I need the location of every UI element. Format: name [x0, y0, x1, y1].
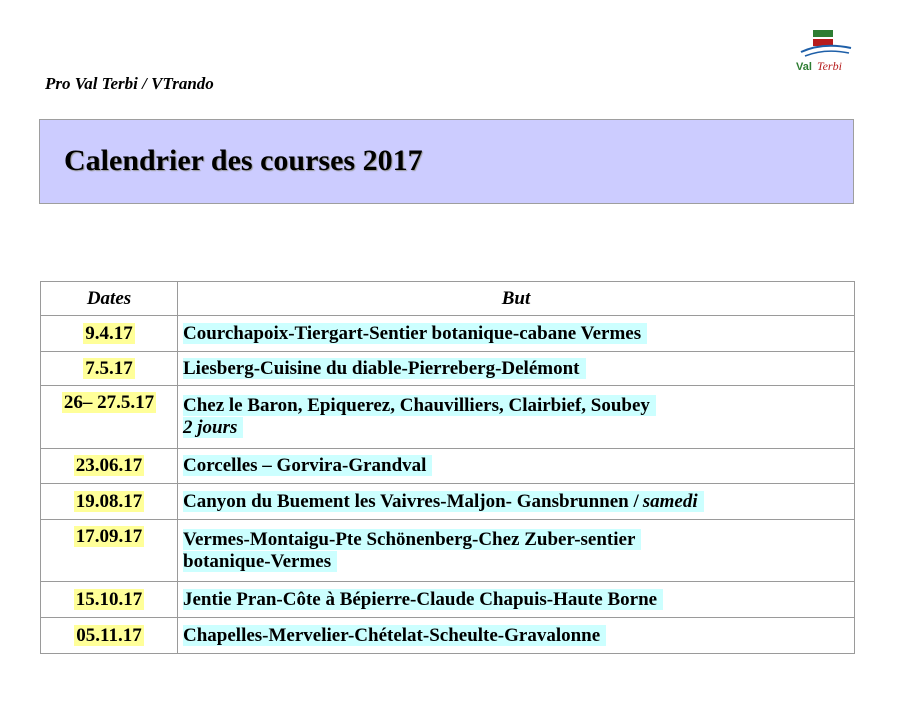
- but-text: Vermes-Montaigu-Pte Schönenberg-Chez Zuber-sentier: [183, 529, 641, 550]
- but-cell: [178, 582, 855, 618]
- but-cell: [178, 449, 855, 484]
- but-line: [183, 529, 854, 551]
- but-line: [183, 455, 854, 477]
- val-terbi-logo: [793, 22, 857, 74]
- header-but: But: [178, 282, 855, 316]
- date-value: 17.09.17: [75, 526, 143, 547]
- but-text: botanique-Vermes: [183, 551, 337, 572]
- page-title: Calendrier des courses 2017: [64, 144, 423, 177]
- table-row: [41, 484, 855, 520]
- but-cell: [178, 618, 855, 654]
- but-cell: [178, 386, 855, 449]
- but-suffix: samedi: [643, 491, 704, 512]
- but-line: [183, 358, 854, 380]
- table-row: [41, 352, 855, 386]
- courses-table: [40, 281, 855, 654]
- but-text: Chez le Baron, Epiquerez, Chauvilliers, Clairbief, Soubey: [183, 395, 656, 416]
- logo-text-terbi: Terbi: [817, 59, 842, 73]
- but-line: [183, 323, 854, 345]
- but-cell: [178, 316, 855, 352]
- but-line: [183, 625, 854, 647]
- but-note: 2 jours: [183, 417, 243, 438]
- but-line: [183, 589, 854, 611]
- table-row: [41, 449, 855, 484]
- date-cell: [41, 582, 178, 618]
- date-cell: [41, 316, 178, 352]
- date-value: 19.08.17: [75, 490, 143, 512]
- date-value: 9.4.17: [85, 322, 133, 344]
- date-cell: [41, 520, 178, 582]
- table-row: [41, 386, 855, 449]
- date-cell: [41, 386, 178, 449]
- but-text: Corcelles – Gorvira-Grandval: [183, 455, 432, 476]
- table-row: [41, 520, 855, 582]
- header-dates: Dates: [41, 282, 178, 316]
- title-banner: [39, 119, 854, 204]
- date-cell: [41, 618, 178, 654]
- date-cell: [41, 484, 178, 520]
- table-row: [41, 316, 855, 352]
- but-cell: [178, 484, 855, 520]
- but-line: [183, 551, 854, 573]
- but-line: [183, 417, 854, 439]
- table-header-row: [41, 282, 855, 316]
- date-value: 05.11.17: [76, 624, 142, 646]
- logo-text-val: Val: [796, 61, 812, 73]
- table-row: [41, 582, 855, 618]
- but-text: Chapelles-Mervelier-Chételat-Scheulte-Gravalonne: [183, 625, 606, 646]
- but-text: Liesberg-Cuisine du diable-Pierreberg-Delémont: [183, 358, 586, 379]
- date-value: 15.10.17: [75, 588, 143, 610]
- but-text: Jentie Pran-Côte à Bépierre-Claude Chapuis-Haute Borne: [183, 589, 663, 610]
- date-cell: [41, 449, 178, 484]
- date-value: 23.06.17: [75, 455, 143, 476]
- header-subtitle: Pro Val Terbi / VTrando: [45, 74, 214, 93]
- date-cell: [41, 352, 178, 386]
- date-value: 26– 27.5.17: [63, 392, 155, 413]
- table-row: [41, 618, 855, 654]
- but-cell: [178, 520, 855, 582]
- but-line: [183, 491, 854, 513]
- but-text: Courchapoix-Tiergart-Sentier botanique-cabane Vermes: [183, 323, 647, 344]
- date-value: 7.5.17: [85, 357, 133, 379]
- but-text: Canyon du Buement les Vaivres-Maljon- Gansbrunnen /: [183, 491, 643, 512]
- but-line: [183, 395, 854, 417]
- but-cell: [178, 352, 855, 386]
